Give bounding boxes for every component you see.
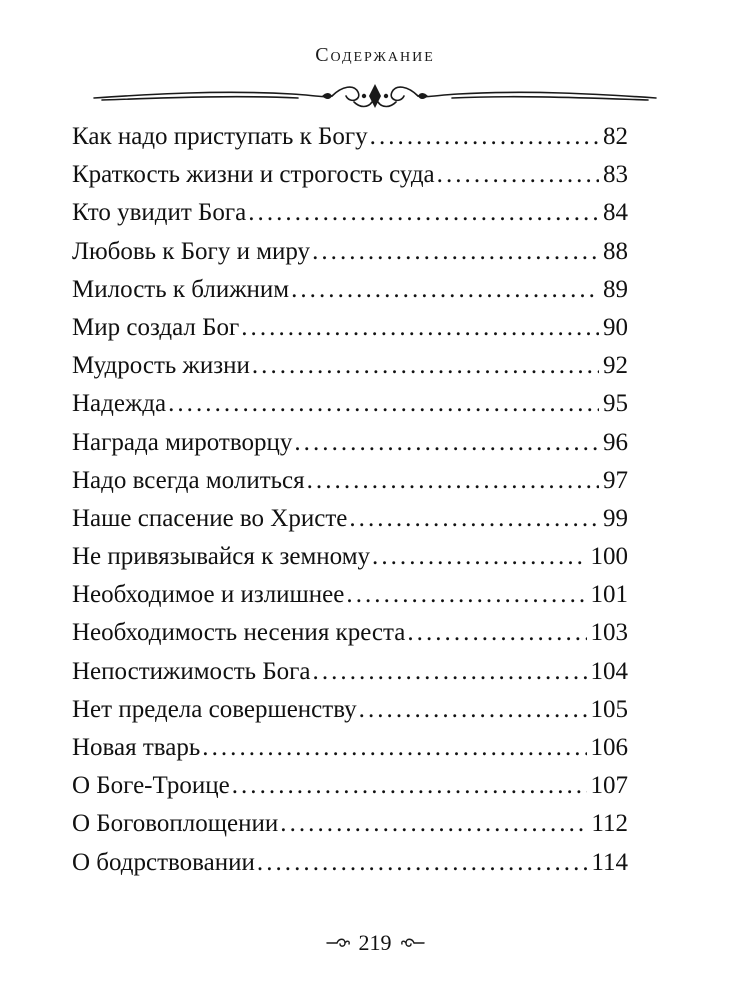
toc-entry-page: 95 xyxy=(603,390,628,418)
toc-entry-page: 92 xyxy=(603,352,628,380)
dot-leader xyxy=(202,729,586,767)
toc-entry-title: Краткость жизни и строгость суда xyxy=(72,161,435,189)
toc-entry-page: 103 xyxy=(590,619,628,647)
flourish-divider-icon xyxy=(92,76,658,116)
toc-entry-title: Мир создал Бог xyxy=(72,313,240,341)
dot-leader xyxy=(291,271,599,309)
toc-entry-title: Надежда xyxy=(72,390,167,418)
toc-entry-page: 112 xyxy=(591,810,628,838)
toc-entry-title: Любовь к Богу и миру xyxy=(72,237,311,265)
toc-entry xyxy=(72,271,628,309)
page-footer xyxy=(0,930,750,956)
scroll-flourish-icon xyxy=(325,935,351,951)
toc-entry-page: 82 xyxy=(603,123,628,150)
toc-entry-page: 104 xyxy=(590,657,628,685)
toc-entry-page: 114 xyxy=(591,848,628,876)
dot-leader xyxy=(168,385,599,423)
toc-entry xyxy=(72,309,628,347)
toc-entry-title: Нет предела совершенству xyxy=(72,695,357,723)
dot-leader xyxy=(372,538,586,576)
dot-leader xyxy=(437,156,599,194)
toc-entry xyxy=(72,691,628,729)
toc-entry xyxy=(72,538,628,576)
toc-entry-title: Необходимое и излишнее xyxy=(72,581,345,609)
toc-entry xyxy=(72,385,628,423)
toc-entry xyxy=(72,729,628,767)
toc-entry xyxy=(72,462,628,500)
dot-leader xyxy=(359,691,587,729)
dot-leader xyxy=(313,653,587,691)
dot-leader xyxy=(257,844,588,882)
toc-entry xyxy=(72,844,628,882)
table-of-contents xyxy=(72,118,628,882)
toc-entry-page: 99 xyxy=(603,504,628,532)
toc-entry-page: 100 xyxy=(590,543,628,571)
toc-entry-page: 88 xyxy=(603,237,628,265)
toc-entry-title: О Боге-Троице xyxy=(72,772,230,800)
toc-entry-title: Новая тварь xyxy=(72,734,201,761)
toc-entry-page: 106 xyxy=(590,734,628,761)
toc-entry xyxy=(72,118,628,156)
toc-entry xyxy=(72,500,628,538)
dot-leader xyxy=(346,576,586,614)
toc-entry xyxy=(72,767,628,805)
dot-leader xyxy=(248,194,599,232)
toc-entry xyxy=(72,424,628,462)
dot-leader xyxy=(407,614,586,652)
toc-entry xyxy=(72,653,628,691)
toc-entry-title: Кто увидит Бога xyxy=(72,199,247,227)
toc-entry-page: 96 xyxy=(603,428,628,456)
toc-entry-title: Надо всегда молиться xyxy=(72,466,305,494)
dot-leader xyxy=(349,500,599,538)
toc-entry xyxy=(72,614,628,652)
toc-entry xyxy=(72,156,628,194)
dot-leader xyxy=(241,309,599,347)
dot-leader xyxy=(307,462,599,500)
toc-entry xyxy=(72,805,628,843)
toc-entry-page: 83 xyxy=(603,161,628,189)
toc-entry xyxy=(72,576,628,614)
toc-entry xyxy=(72,347,628,385)
dot-leader xyxy=(252,347,599,385)
toc-entry-title: О Боговоплощении xyxy=(72,810,279,838)
toc-entry-title: Наше спасение во Христе xyxy=(72,504,348,532)
toc-entry-title: Мудрость жизни xyxy=(72,352,250,380)
dot-leader xyxy=(232,767,587,805)
dot-leader xyxy=(312,233,599,271)
toc-entry-title: Непостижимость Бога xyxy=(72,657,311,685)
toc-entry-title: Как надо приступать к Богу xyxy=(72,123,368,150)
toc-entry-page: 89 xyxy=(603,275,628,303)
toc-entry-title: Награда миротворцу xyxy=(72,428,293,456)
toc-entry xyxy=(72,233,628,271)
scroll-flourish-icon xyxy=(400,935,426,951)
toc-entry-page: 107 xyxy=(590,772,628,800)
toc-entry-page: 97 xyxy=(603,466,628,494)
toc-entry-page: 105 xyxy=(590,695,628,723)
dot-leader xyxy=(370,118,599,156)
dot-leader xyxy=(280,805,587,843)
page-number: 219 xyxy=(358,930,392,955)
toc-entry-title: Необходимость несения креста xyxy=(72,619,406,647)
section-heading: Содержание xyxy=(315,44,435,66)
toc-entry xyxy=(72,194,628,232)
toc-entry-page: 84 xyxy=(603,199,628,227)
toc-entry-title: Не привязывайся к земному xyxy=(72,543,371,571)
toc-entry-title: О бодрствовании xyxy=(72,848,255,876)
toc-entry-page: 90 xyxy=(603,313,628,341)
dot-leader xyxy=(294,424,599,462)
toc-entry-page: 101 xyxy=(590,581,628,609)
toc-entry-title: Милость к ближним xyxy=(72,275,290,303)
